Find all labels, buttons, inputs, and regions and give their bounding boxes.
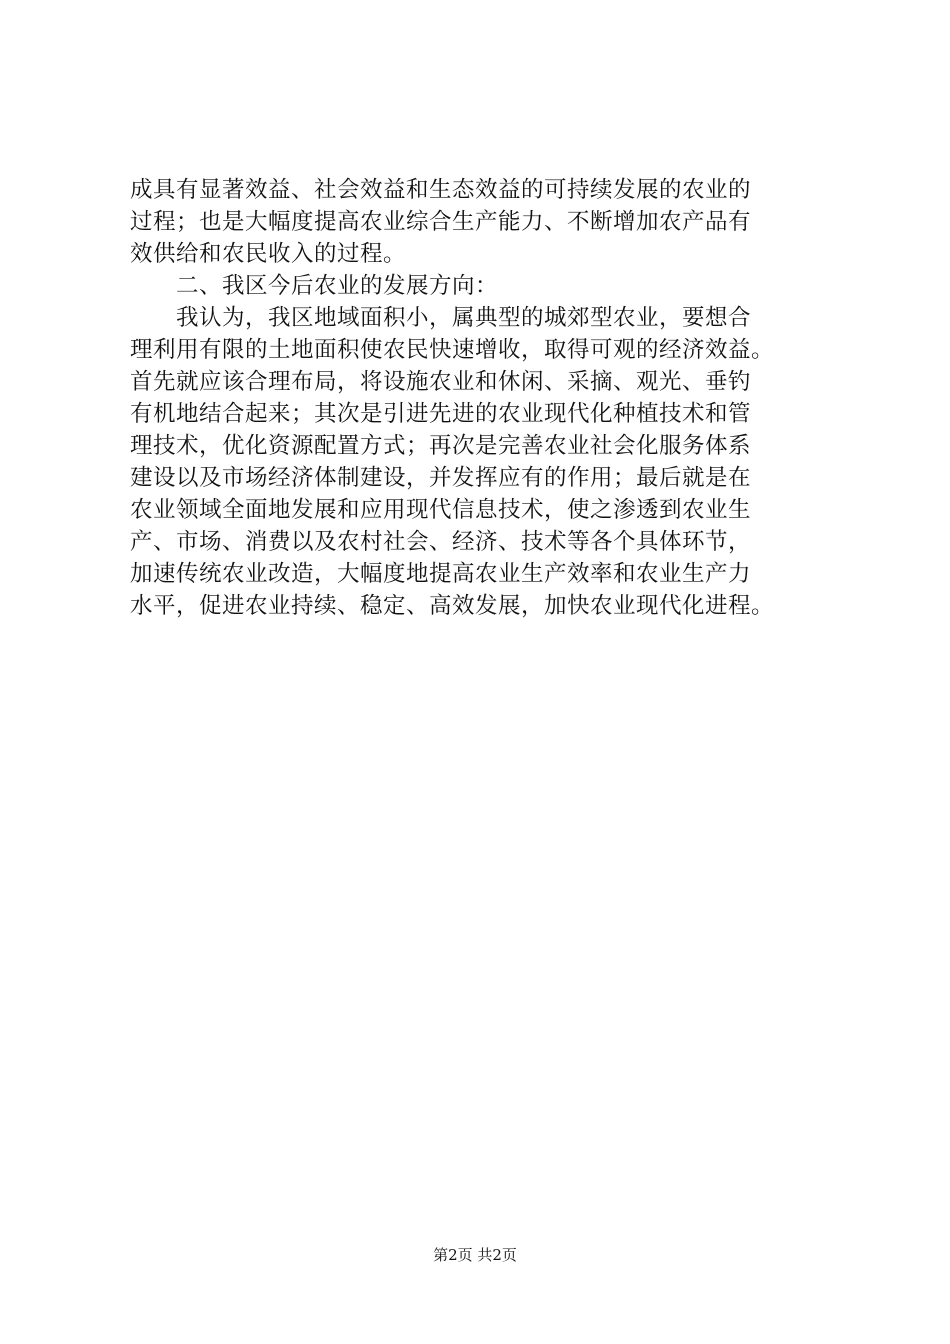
text-line: 建设以及市场经济体制建设，并发挥应有的作用；最后就是在 [130,465,752,491]
text-line: 首先就应该合理布局，将设施农业和休闲、采摘、观光、垂钓 [130,369,752,395]
page-number-footer: 第2页 共2页 [433,1246,517,1264]
text-line: 我认为，我区地域面积小，属典型的城郊型农业，要想合 [130,305,752,331]
text-line: 产、市场、消费以及农村社会、经济、技术等各个具体环节， [130,529,752,555]
text-line: 加速传统农业改造，大幅度地提高农业生产效率和农业生产力 [130,561,752,587]
text-line: 成具有显著效益、社会效益和生态效益的可持续发展的农业的 [130,177,752,203]
document-body [130,174,850,622]
text-line: 水平，促进农业持续、稳定、高效发展，加快农业现代化进程。 [130,593,775,619]
text-line: 有机地结合起来；其次是引进先进的农业现代化种植技术和管 [130,401,752,427]
text-line: 农业领域全面地发展和应用现代信息技术，使之渗透到农业生 [130,497,752,523]
text-line: 效供给和农民收入的过程。 [130,241,407,267]
text-line: 过程；也是大幅度提高农业综合生产能力、不断增加农产品有 [130,209,752,235]
text-line: 理利用有限的土地面积使农民快速增收，取得可观的经济效益。 [130,337,775,363]
section-heading: 二、我区今后农业的发展方向： [130,273,499,299]
text-line: 理技术，优化资源配置方式；再次是完善农业社会化服务体系 [130,433,752,459]
